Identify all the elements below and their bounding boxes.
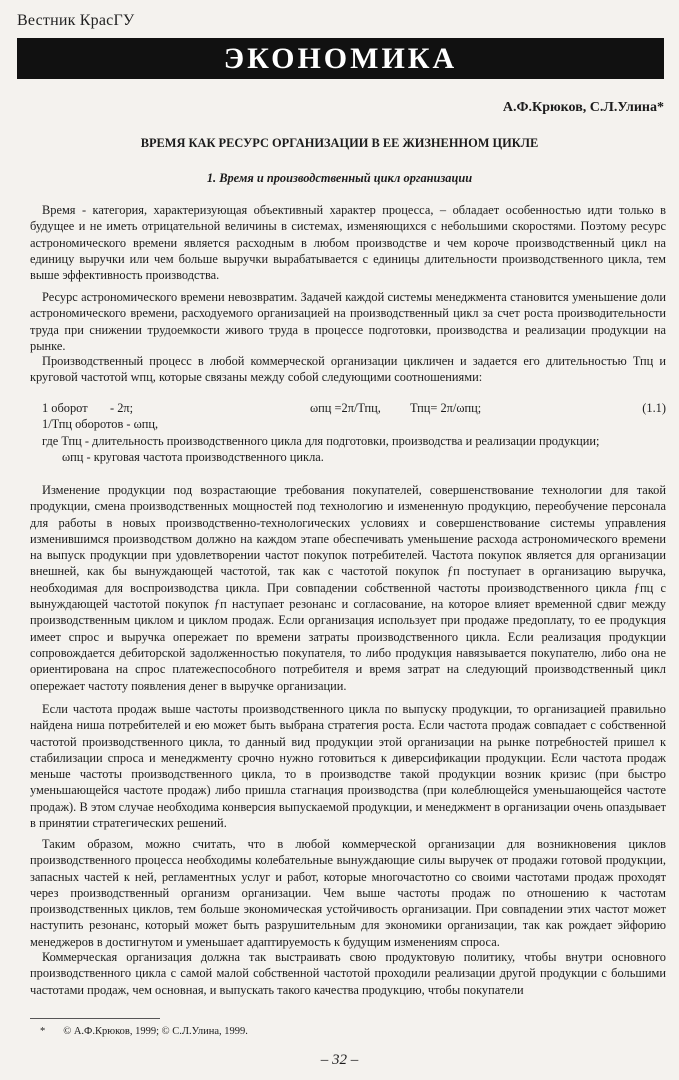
formula-row (30, 416, 666, 432)
formula-row (30, 400, 666, 416)
page-number: – 32 – (320, 1052, 359, 1068)
formula-definition: где Тпц - длительность производственного цикла для подготовки, производства и реализации продукции; (42, 433, 600, 448)
formula-term: 1/Тпц оборотов - ωпц, (42, 417, 159, 432)
paragraph: Время - категория, характеризующая объективный характер процесса, – обладает особенностью идти только в будущее и не иметь отрицательной величины в системах, изменяющихся с небольшими скоростями. Поэтому ресурс астрономического времени является расходным в любом производстве и чем короче производственный цикл на единицу выручки или чем больше выручки вырабатывается с единицы длительности производственного цикла, тем выше эффективность производства. (30, 203, 666, 283)
formula-term: Тпц= 2π/ωпц; (410, 401, 482, 415)
formula-term: 1 оборот (42, 401, 88, 415)
equation-number: (1.1) (642, 401, 666, 415)
formula-block (30, 400, 666, 465)
formula-term: - 2π; (110, 401, 134, 415)
formula-row (30, 433, 666, 449)
paragraph: Производственный процесс в любой коммерческой организации цикличен и задается его длительностью Тпц и круговой частотой wпц, которые связаны между собой следующими соотношениями: (30, 354, 666, 385)
paragraph: Таким образом, можно считать, что в любой коммерческой организации для возникновения циклов производственного процесса необходимы колебательные вынуждающие силы выручек от продажи готовой продукции, запасных частей к ней, регламентных услуг и работ, которые многочастотно со своими частотами продаж проходят через производственный организм организации. Чем выше частоты продаж по отношению к частотам производственных циклов, тем больше экономическая устойчивость организации. При совпадении этих частот может наступить резонанс, который может быть разрушительным для экономики организации, так как рождает эйфорию менеджеров в достигнутом и уменьшает адаптируемость к будущим изменениям спроса. (30, 837, 666, 949)
authors: А.Ф.Крюков, С.Л.Улина* (502, 100, 664, 115)
section-heading: 1. Время и производственный цикл организации (206, 171, 473, 185)
formula-row (30, 449, 666, 465)
journal-name: Вестник КрасГУ (17, 12, 135, 29)
paragraph: Ресурс астрономического времени невозвратим. Задачей каждой системы менеджмента становится уменьшение доли астрономического времени, расходуемого организацией на производственный цикл за счет роста производительности труда при снижении трудоемкости живого труда в процессе подготовки, производства и реализации продукции на рынке. (30, 290, 666, 353)
section-banner: ЭКОНОМИКА (17, 38, 664, 79)
footnote-marker: * (40, 1026, 46, 1037)
formula-definition: ωпц - круговая частота производственного цикла. (62, 449, 324, 464)
formula-term: ωпц =2π/Тпц, (310, 401, 381, 415)
article-title: ВРЕМЯ КАК РЕСУРС ОРГАНИЗАЦИИ В ЕЕ ЖИЗНЕННОМ ЦИКЛЕ (140, 136, 539, 150)
paragraph: Если частота продаж выше частоты производственного цикла по выпуску продукции, то организацией правильно найдена ниша потребителей и ею может быть выбрана стратегия роста. Если частота продаж совпадает с собственной частотой производственного цикла, то данный вид продукции этой организации на рынке потребностей пришел к стабилизации спроса и менеджменту срочно нужно готовиться к диверсификации продукции. Если частота продаж меньше частоты производственного цикла, то в производстве такой продукции возник кризис (при быстро уменьшающейся частоте продаж) либо пришла стагнация производства (при колеблющейся уменьшающейся частоте продаж). В этом случае необходима конверсия выпускаемой продукции, и менеджмент в организации очень опаздывает в принятии стратегических решений. (30, 702, 666, 831)
paragraph: Коммерческая организация должна так выстраивать свою продуктовую политику, чтобы внутри основного производственного цикла с самой малой собственной частотой проходили реализации другой продукции с большими частотами продаж, чем основная, и выпускать такого качества продукцию, чтобы покупатели (30, 950, 666, 997)
footnote-text: © А.Ф.Крюков, 1999; © С.Л.Улина, 1999. (63, 1026, 248, 1037)
paragraph: Изменение продукции под возрастающие требования покупателей, совершенствование технологии для такой продукции, смена производственных мощностей под технологию и измененную продукцию, переобучение персонала для работы в новых производственно-технологических условиях и совершенствование системы управления изменившимся производством должно на каждом этапе обеспечивать уменьшение расхода астрономического времени на выпуск продукции при удовлетворении частот покупок потребителей. Частота покупок является для организации внешней, как бы вынуждающей частотой, так как с частотой покупок ƒп поступает в организацию выручка, необходимая для воспроизводства цикла. При совпадении собственной частоты производственного цикла ƒпц с вынуждающей частотой покупок ƒп наступает резонанс и согласование, на которое влияет временной сдвиг между производственным циклом и циклом продаж. Если организация использует при продаже предоплату, то ее продукция имеет спрос и выручка опережает по времени затраты производственного цикла. Если реализация продукции сопровождается дебиторской задолженностью покупателя, то либо продукция навязывается покупателю, либо она не ориентирована на спрос платежеспособного потребителя и время затрат на следующий производственный цикл опережает частоту появления денег в выручке организации. (30, 483, 666, 693)
footnote (40, 1026, 248, 1037)
footnote-divider (30, 1018, 160, 1019)
